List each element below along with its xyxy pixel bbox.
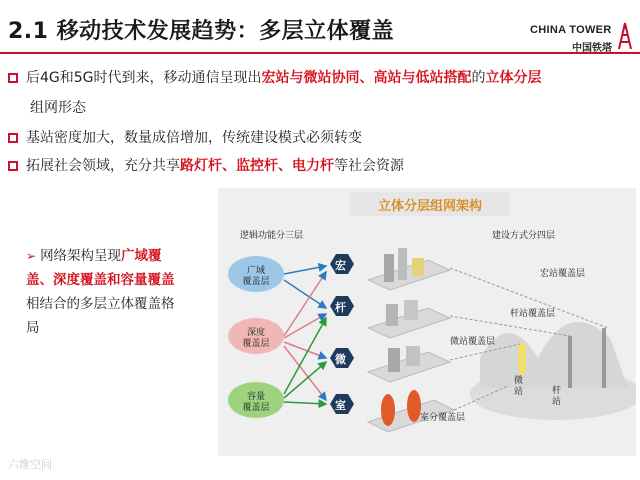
- side-note-highlight: 广域覆盖、深度覆盖和容量覆盖: [26, 248, 175, 288]
- micro-building: [388, 348, 400, 372]
- bullet-3: [8, 154, 404, 178]
- page-title: 2.1 移动技术发展趋势：多层立体覆盖: [8, 19, 395, 44]
- bullet-3-highlight: 路灯杆、监控杆、电力杆: [180, 158, 334, 174]
- china-tower-logo: [530, 22, 634, 52]
- title-divider: [0, 52, 640, 54]
- bullet-1-highlight-2: 立体分层: [485, 70, 542, 86]
- bullet-1: [8, 66, 542, 90]
- arrow-wide-macro: [284, 266, 326, 274]
- macro-layer-label: 宏站覆盖层: [540, 269, 586, 279]
- build-layer-indoor: 室: [335, 399, 346, 412]
- bullet-1-text: 后4G和5G时代到来，移动通信呈现出: [26, 70, 262, 86]
- diagram-title: 立体分层组网架构: [377, 199, 482, 214]
- bullet-1-mid: 的: [471, 70, 486, 86]
- build-layer-macro: 宏: [335, 259, 346, 272]
- bullet-1-highlight-1: 宏站与微站协同、高站与低站搭配: [261, 70, 472, 86]
- micro-building: [406, 346, 420, 366]
- build-layer-pole: 杆: [335, 301, 346, 314]
- right-heading: 建设方式分四层: [492, 231, 556, 241]
- bullet-2: [8, 126, 362, 150]
- side-note-pre: 网络架构呈现: [40, 248, 122, 264]
- coverage-line: [450, 316, 570, 336]
- bullet-3-post: 等社会资源: [334, 158, 404, 174]
- square-bullet-icon: [8, 161, 18, 171]
- logic-layer-label: 广域 覆盖层: [242, 266, 270, 287]
- bullet-3-text: 拓展社会领域，充分共享: [26, 158, 180, 174]
- macro-building: [384, 254, 394, 282]
- layered-network-diagram: [218, 188, 636, 456]
- square-bullet-icon: [8, 133, 18, 143]
- pole-site-tower: [568, 336, 572, 388]
- pole-layer-label: 杆站覆盖层: [510, 309, 556, 319]
- logo-text-cn: 中国铁塔: [572, 43, 612, 54]
- bullet-1-continuation: 组网形态: [30, 100, 86, 116]
- logo-text-en: CHINA TOWER: [530, 24, 612, 36]
- indoor-antenna: [381, 394, 395, 426]
- arrow-bullet-icon: ➢: [26, 249, 37, 263]
- pole-building: [386, 304, 398, 326]
- watermark: 六维空间: [8, 458, 52, 471]
- pole-site-label: 杆 站: [552, 386, 562, 407]
- micro-site-building: [518, 344, 526, 374]
- logic-layer-label: 深度 覆盖层: [242, 328, 270, 349]
- side-note-post: 相结合的多层立体覆盖格局: [26, 296, 175, 336]
- bullet-2-text: 基站密度加大，数量成倍增加，传统建设模式必须转变: [26, 130, 362, 146]
- macro-building: [398, 248, 407, 280]
- pole-building: [404, 300, 418, 320]
- micro-site-label: 微 站: [514, 376, 524, 397]
- indoor-layer-label: 室分覆盖层: [420, 413, 466, 423]
- logic-layer-label: 容量 覆盖层: [242, 392, 270, 413]
- square-bullet-icon: [8, 73, 18, 83]
- indoor-antenna: [407, 390, 421, 422]
- macro-building: [412, 258, 424, 276]
- macro-platform: [368, 260, 450, 290]
- macro-tower: [602, 328, 606, 388]
- side-note: [26, 244, 186, 340]
- micro-layer-label: 微站覆盖层: [450, 337, 496, 347]
- tower-emblem-icon: [616, 22, 634, 50]
- left-heading: 逻辑功能分三层: [240, 231, 304, 241]
- build-layer-micro: 微: [335, 353, 346, 366]
- arrow-cap-indoor: [284, 402, 326, 404]
